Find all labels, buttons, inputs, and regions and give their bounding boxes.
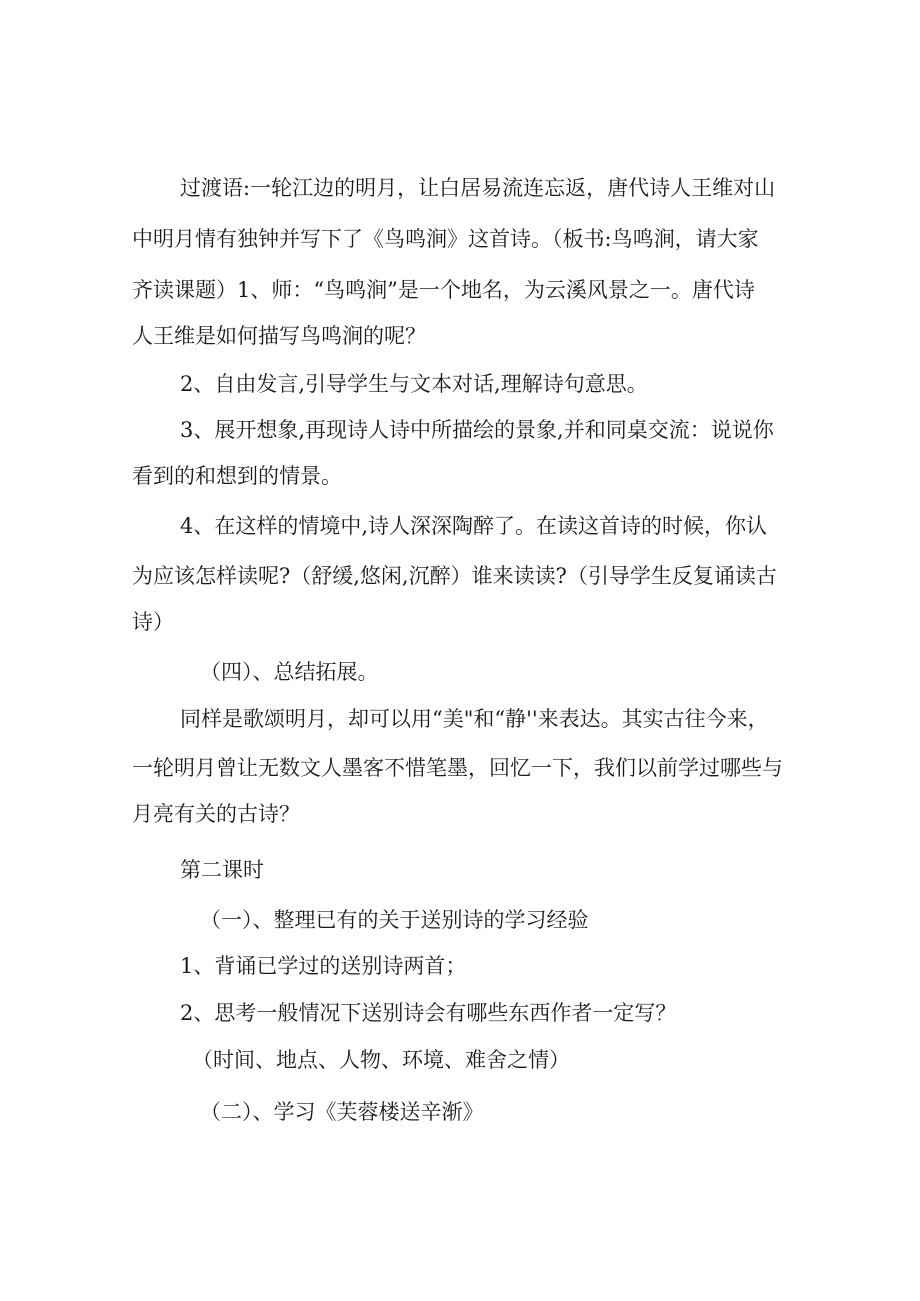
item-2-text: 2、思考一般情况下送别诗会有哪些东西作者一定写？ xyxy=(180,1001,677,1025)
step-2-text: 2、自由发言,引导学生与文本对话,理解诗句意思。 xyxy=(180,372,648,396)
paragraph-transition-line-1: 过渡语:一轮江边的明月，让白居易流连忘返，唐代诗人王维对山 xyxy=(180,176,776,200)
summary-line-1: 同样是歌颂明月，却可以用“美"和“静''来表达。其实古往今来， xyxy=(180,707,769,731)
step-4-line-3: 诗） xyxy=(132,610,174,634)
step-4-line-1: 4、在这样的情境中,诗人深深陶醉了。在读这首诗的时候，你认 xyxy=(180,514,768,538)
paragraph-transition-line-3: 齐读课题）1、师：“鸟鸣涧”是一个地名，为云溪风景之一。唐代诗 xyxy=(132,278,755,302)
summary-line-3: 月亮有关的古诗？ xyxy=(132,802,300,826)
lesson-2-heading: 第二课时 xyxy=(180,858,264,882)
step-3-line-2: 看到的和想到的情景。 xyxy=(132,464,342,488)
step-3-line-1: 3、展开想象,再现诗人诗中所描绘的景象,并和同桌交流：说说你 xyxy=(180,418,774,442)
item-1-text: 1、背诵已学过的送别诗两首； xyxy=(180,954,467,978)
step-4-line-2: 为应该怎样读呢?（舒缓,悠闲,沉醉）谁来读读?（引导学生反复诵读古 xyxy=(132,564,777,588)
paragraph-transition-line-4: 人王维是如何描写鸟鸣涧的呢？ xyxy=(132,324,426,348)
section-1-heading: （一）、整理已有的关于送别诗的学习经验 xyxy=(200,908,589,932)
paragraph-transition-line-2: 中明月情有独钟并写下了《鸟鸣涧》这首诗。（板书:鸟鸣涧，请大家 xyxy=(132,227,759,251)
section-4-heading: （四）、总结拓展。 xyxy=(200,660,379,684)
summary-line-2: 一轮明月曾让无数文人墨客不惜笔墨，回忆一下，我们以前学过哪些与 xyxy=(132,756,783,780)
item-2-answer: （时间、地点、人物、环境、难舍之情） xyxy=(192,1048,570,1072)
section-2-heading: （二）、学习《芙蓉楼送辛渐》 xyxy=(200,1100,484,1124)
